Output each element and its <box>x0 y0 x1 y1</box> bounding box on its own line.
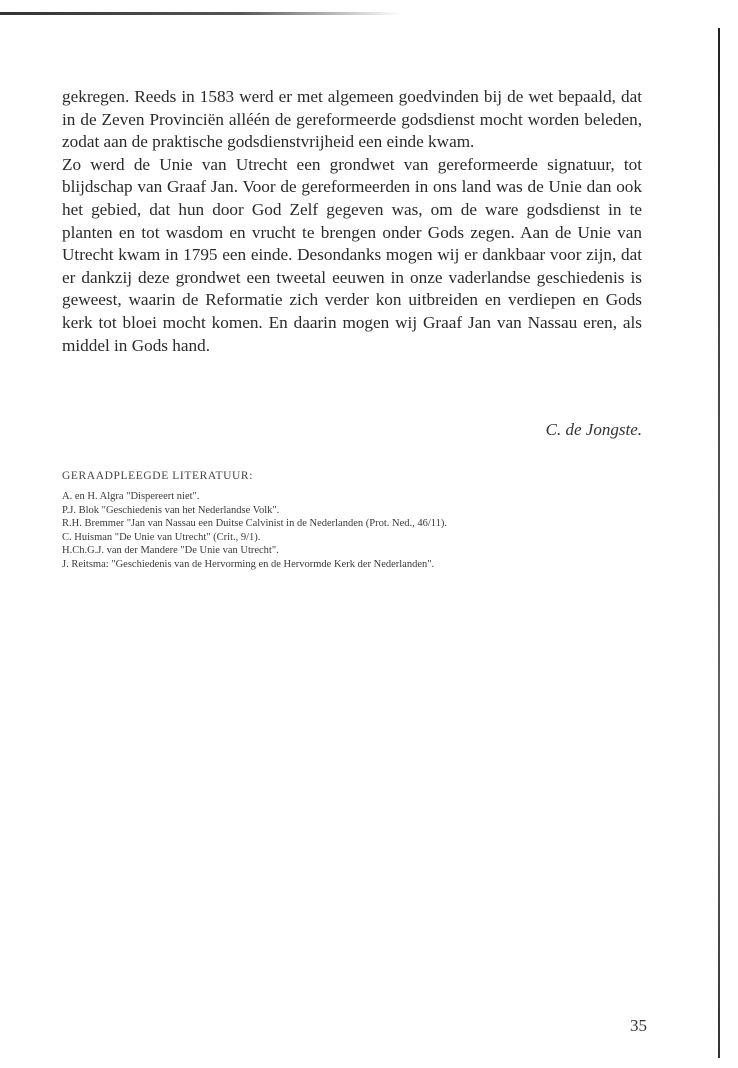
literature-item: H.Ch.G.J. van der Mandere "De Unie van Utrecht". <box>62 545 279 557</box>
page-number: 35 <box>630 1016 647 1035</box>
literature-item: A. en H. Algra "Dispereert niet". <box>62 491 200 502</box>
literature-item: J. Reitsma: "Geschiedenis van de Hervorming en de Hervormde Kerk der Nederlanden". <box>62 558 435 570</box>
scan-edge-top <box>0 12 400 15</box>
scan-edge-right <box>718 28 720 1058</box>
literature-heading: GERAADPLEEGDE LITERATUUR: <box>62 470 253 482</box>
author-signature: C. de Jongste. <box>545 420 642 439</box>
article-paragraph-2: Zo werd de Unie van Utrecht een grondwet van gereformeerde signatuur, tot blijdschap van Graaf Jan. Voor de gereformeerden in ons land was de Unie dan ook het gebied, dat hun door God Zelf gegeven was, om de ware godsdienst in te planten en tot wasdom en vrucht te brengen onder Gods zegen. Aan de Unie van Utrecht kwam in 1795 een einde. Desondanks mogen wij er dankbaar voor zijn, dat er dankzij deze grondwet een tweetal eeuwen in onze vaderlandse geschiedenis is geweest, waarin de Reformatie zich verder kon uitbreiden en verdiepen en Gods kerk tot bloei mocht komen. En daarin mogen wij Graaf Jan van Nassau eren, als middel in Gods hand. <box>62 154 642 355</box>
literature-item: R.H. Bremmer "Jan van Nassau een Duitse Calvinist in de Nederlanden (Prot. Ned., 46/11). <box>62 518 448 530</box>
article-paragraph-1: gekregen. Reeds in 1583 werd er met algemeen goedvinden bij de wet bepaald, dat in de Zeven Provinciën alléén de gereformeerde godsdienst mocht worden beleden, zodat aan de praktische godsdienstvrijheid een einde kwam. <box>62 87 642 152</box>
literature-list <box>62 490 662 572</box>
article-body <box>62 86 642 357</box>
literature-item: C. Huisman "De Unie van Utrecht" (Crit., 9/1). <box>62 531 261 543</box>
literature-item: P.J. Blok "Geschiedenis van het Nederlandse Volk". <box>62 504 280 516</box>
